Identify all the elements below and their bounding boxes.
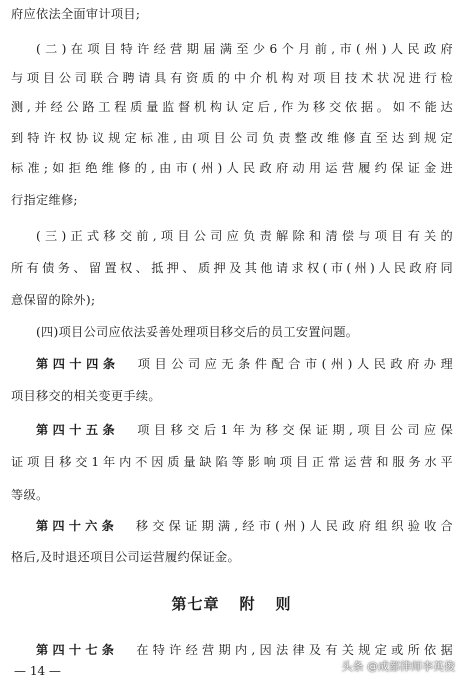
text-line: 测,并经公路工程质量监督机构认定后,作为移交依据。如不能达 <box>11 100 453 114</box>
chapter-number: 第七章 <box>171 595 220 613</box>
text-line: 等级。 <box>11 488 49 502</box>
text-line: (四)项目公司应依法妥善处理项目移交后的员工安置问题。 <box>36 325 359 339</box>
article-45-text: 项目移交后1年为移交保证期,项目公司应保 <box>133 423 453 437</box>
article-47-label: 第四十七条 <box>36 643 119 657</box>
article-44-label: 第四十四条 <box>36 357 120 371</box>
chapter-title-part: 附 <box>239 595 256 613</box>
page-number: — 14 — <box>14 664 61 678</box>
text-line: 意保留的除外); <box>11 293 96 307</box>
text-line: 所有债务、留置权、抵押、质押及其他请求权(市(州)人民政府同 <box>11 261 453 275</box>
watermark: 头条 @成都律师李英俊 <box>341 660 455 673</box>
chapter-heading <box>0 590 463 618</box>
text-line: 府应依法全面审计项目; <box>11 7 141 21</box>
text-line: 证项目移交1年内不因质量缺陷等影响项目正常运营和服务水平 <box>11 455 453 469</box>
article-45-line-1 <box>36 418 453 442</box>
text-line: 到特许权协议规定标准,由项目公司负责整改维修直至达到规定 <box>11 131 453 145</box>
text-line: (三)正式移交前,项目公司应负责解除和清偿与项目有关的 <box>36 229 453 243</box>
text-line: (二)在项目特许经营期届满至少6个月前,市(州)人民政府 <box>36 42 453 56</box>
text-line: 项目移交的相关变更手续。 <box>11 389 161 403</box>
text-line: 格后,及时退还项目公司运营履约保证金。 <box>11 550 240 564</box>
article-44-line-1 <box>36 352 453 376</box>
chapter-title-part: 则 <box>275 595 292 613</box>
article-46-line-1 <box>36 514 453 538</box>
article-46-label: 第四十六条 <box>36 519 118 533</box>
text-line: 与项目公司联合聘请具有资质的中介机构对项目技术状况进行检 <box>11 71 453 85</box>
article-47-text: 在特许经营期内,因法律及有关规定或所依据 <box>132 643 454 657</box>
text-line: 标准;如拒绝维修的,由市(州)人民政府动用运营履约保证金进 <box>11 161 453 175</box>
article-45-label: 第四十五条 <box>36 423 120 437</box>
text-line: 行指定维修; <box>11 193 78 207</box>
article-44-text: 项目公司应无条件配合市(州)人民政府办理 <box>133 357 453 371</box>
article-46-text: 移交保证期满,经市(州)人民政府组织验收合 <box>131 519 454 533</box>
